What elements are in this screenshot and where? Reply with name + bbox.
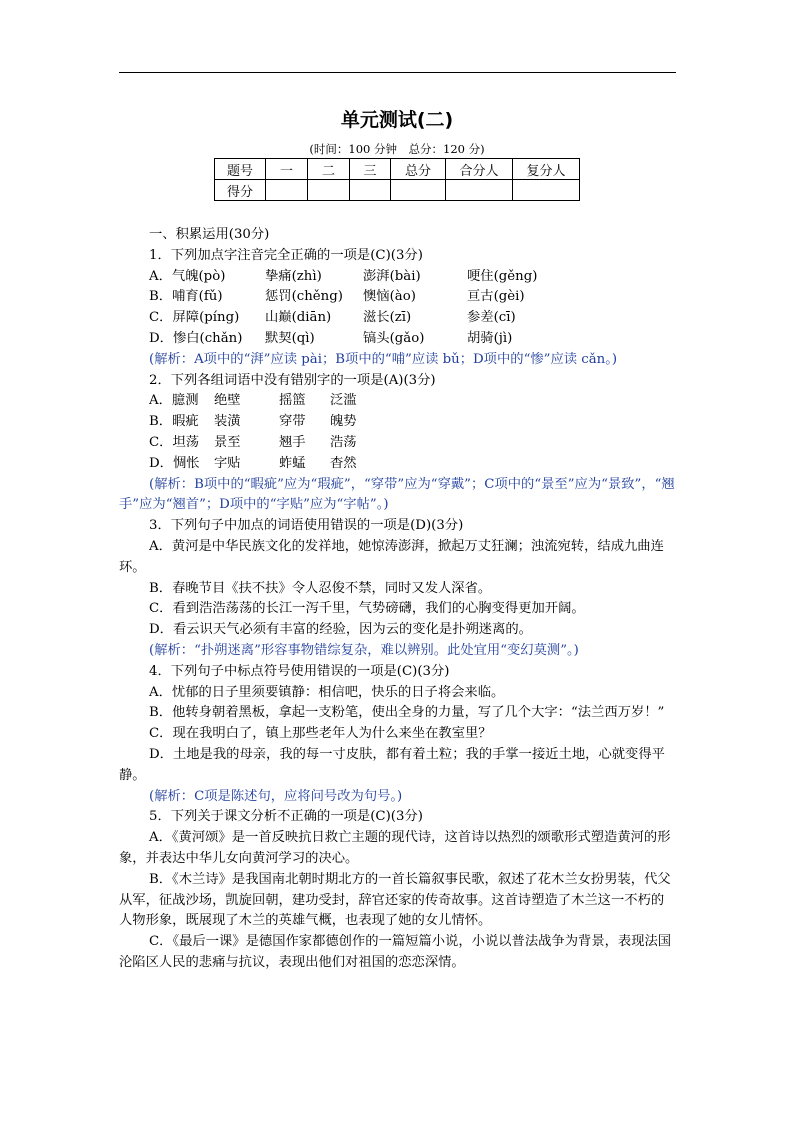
section-heading: 一、积累运用(30分) <box>149 227 270 242</box>
question-4-option-c: C．现在我明白了，镇上那些老年人为什么来坐在教室里？ <box>149 726 492 742</box>
option-part: 翘手 <box>279 434 306 450</box>
option-part: B．暇疵 <box>149 414 199 430</box>
question-3-option-b: B．春晚节目《扶不扶》令人忍俊不禁，同时又发人深省。 <box>149 580 492 596</box>
question-4-stem: 4．下列句子中标点符号使用错误的一项是(C)(3分) <box>149 663 450 679</box>
score-cell: 题号 <box>215 159 266 180</box>
question-4-analysis: (解析：C项是陈述句，应将问号改为句号。) <box>149 788 403 804</box>
question-2-option-b <box>119 412 676 433</box>
score-table <box>214 158 580 201</box>
score-cell <box>350 180 391 201</box>
option-part: 绝壁 <box>214 393 241 409</box>
option-part: 装潢 <box>214 414 241 430</box>
question-4-option-b: B．他转身朝着黑板，拿起一支粉笔，使出全身的力量，写了几个大字：“法兰西万岁！” <box>149 705 665 721</box>
header-rule <box>119 72 676 73</box>
option-part: D．惆怅 <box>149 455 200 471</box>
option-part: 默契(qì) <box>265 330 315 346</box>
page-title: 单元测试(二) <box>340 109 454 131</box>
option-part: 挚痛(zhì) <box>265 268 322 284</box>
question-5-option-a: A．《黄河颂》是一首反映抗日救亡主题的现代诗，这首诗以热烈的颂歌形式塑造黄河的形象，并表达中华儿女向黄河学习的决心。 <box>119 830 671 866</box>
score-cell: 二 <box>308 159 350 180</box>
question-3-option-c: C．看到浩浩荡荡的长江一泻千里，气势磅礴，我们的心胸变得更加开阔。 <box>149 601 585 617</box>
score-cell <box>308 180 350 201</box>
question-5-stem: 5．下列关于课文分析不正确的一项是(C)(3分) <box>149 809 423 825</box>
option-part: C．屏障(píng) <box>149 310 240 326</box>
question-2-option-d <box>119 454 676 475</box>
option-part: 惩罚(chěng) <box>265 289 343 305</box>
question-2-analysis: (解析：B项中的“暇疵”应为“瑕疵”，“穿带”应为“穿戴”；C项中的“景至”应为“景致”，“翘手”应为“翘首”；D项中的“字贴”应为“字帖”。) <box>119 476 675 513</box>
question-2-option-a <box>119 391 676 412</box>
option-part: 镐头(gǎo) <box>363 330 425 346</box>
question-1-option-a <box>119 267 676 288</box>
score-cell <box>391 180 446 201</box>
option-part: B．哺育(fǔ) <box>149 289 223 305</box>
option-part: 杳然 <box>330 455 357 471</box>
question-2-option-c <box>119 433 676 454</box>
question-1-analysis: (解析：A项中的“湃”应读 pài；B项中的“哺”应读 bǔ；D项中的“惨”应读 cǎn。) <box>149 351 618 367</box>
question-4-option-a: A．忧郁的日子里须要镇静：相信吧，快乐的日子将会来临。 <box>149 684 505 700</box>
option-part: 字贴 <box>214 455 241 471</box>
question-1-option-b <box>119 287 676 308</box>
option-part: 胡骑(jì) <box>467 330 513 346</box>
question-1-option-c <box>119 308 676 329</box>
question-3-stem: 3．下列句子中加点的词语使用错误的一项是(D)(3分) <box>149 518 464 534</box>
question-3-option-a: A．黄河是中华民族文化的发祥地，她惊涛澎湃，掀起万丈狂澜；浊流宛转，结成九曲连环。 <box>119 538 664 575</box>
question-1-stem: 1．下列加点字注音完全正确的一项是(C)(3分) <box>149 247 423 263</box>
score-cell: 得分 <box>215 180 266 201</box>
score-cell: 一 <box>266 159 308 180</box>
option-part: 景至 <box>214 434 241 450</box>
option-part: A．气魄(pò) <box>149 268 226 284</box>
question-3-option-d: D．看云识天气必须有丰富的经验，因为云的变化是扑朔迷离的。 <box>149 622 532 638</box>
score-table-header-row <box>215 159 580 180</box>
option-part: 参差(cī) <box>467 310 516 326</box>
score-cell: 复分人 <box>513 159 580 180</box>
option-part: D．惨白(chǎn) <box>149 330 243 346</box>
score-cell <box>446 180 513 201</box>
option-part: 泛滥 <box>330 393 357 409</box>
option-part: 哽住(gěng) <box>467 268 538 284</box>
option-part: 亘古(gèi) <box>467 289 525 305</box>
score-cell: 合分人 <box>446 159 513 180</box>
score-table-value-row <box>215 180 580 201</box>
option-part: 山巅(diān) <box>265 310 332 326</box>
score-cell <box>513 180 580 201</box>
option-part: 懊恼(ào) <box>363 289 416 305</box>
option-part: 浩荡 <box>330 434 357 450</box>
score-cell: 三 <box>350 159 391 180</box>
question-3-analysis: (解析：“扑朔迷离”形容事物错综复杂，难以辨别。此处宜用“变幻莫测”。) <box>149 642 579 658</box>
option-part: C．坦荡 <box>149 434 200 450</box>
score-cell <box>266 180 308 201</box>
option-part: 摇篮 <box>279 393 306 409</box>
option-part: 魄势 <box>330 414 357 430</box>
option-part: A．臆测 <box>149 393 199 409</box>
option-part: 穿带 <box>279 414 306 430</box>
option-part: 澎湃(bài) <box>363 268 421 284</box>
score-cell: 总分 <box>391 159 446 180</box>
question-2-stem: 2．下列各组词语中没有错别字的一项是(A)(3分) <box>149 372 436 388</box>
option-part: 蚱蜢 <box>279 455 306 471</box>
question-5-option-c: C．《最后一课》是德国作家都德创作的一篇短篇小说，小说以普法战争为背景，表现法国沦陷区人民的悲痛与抗议，表现出他们对祖国的恋恋深情。 <box>119 934 672 970</box>
option-part: 滋长(zī) <box>363 310 412 326</box>
question-4-option-d: D．土地是我的母亲，我的每一寸皮肤，都有着土粒；我的手掌一接近土地，心就变得平静。 <box>119 746 665 783</box>
page-subtitle: (时间：100 分钟 总分：120 分) <box>309 142 485 156</box>
question-5-option-b: B．《木兰诗》是我国南北朝时期北方的一首长篇叙事民歌，叙述了花木兰女扮男装，代父从军，征战沙场，凯旋回朝，建功受封，辞官还家的传奇故事。这首诗塑造了木兰这一不朽的人物形象，既展现了木兰的英雄气概，也表现了她的女儿情怀。 <box>119 871 671 929</box>
question-1-option-d <box>119 329 676 350</box>
exam-content <box>119 225 676 974</box>
